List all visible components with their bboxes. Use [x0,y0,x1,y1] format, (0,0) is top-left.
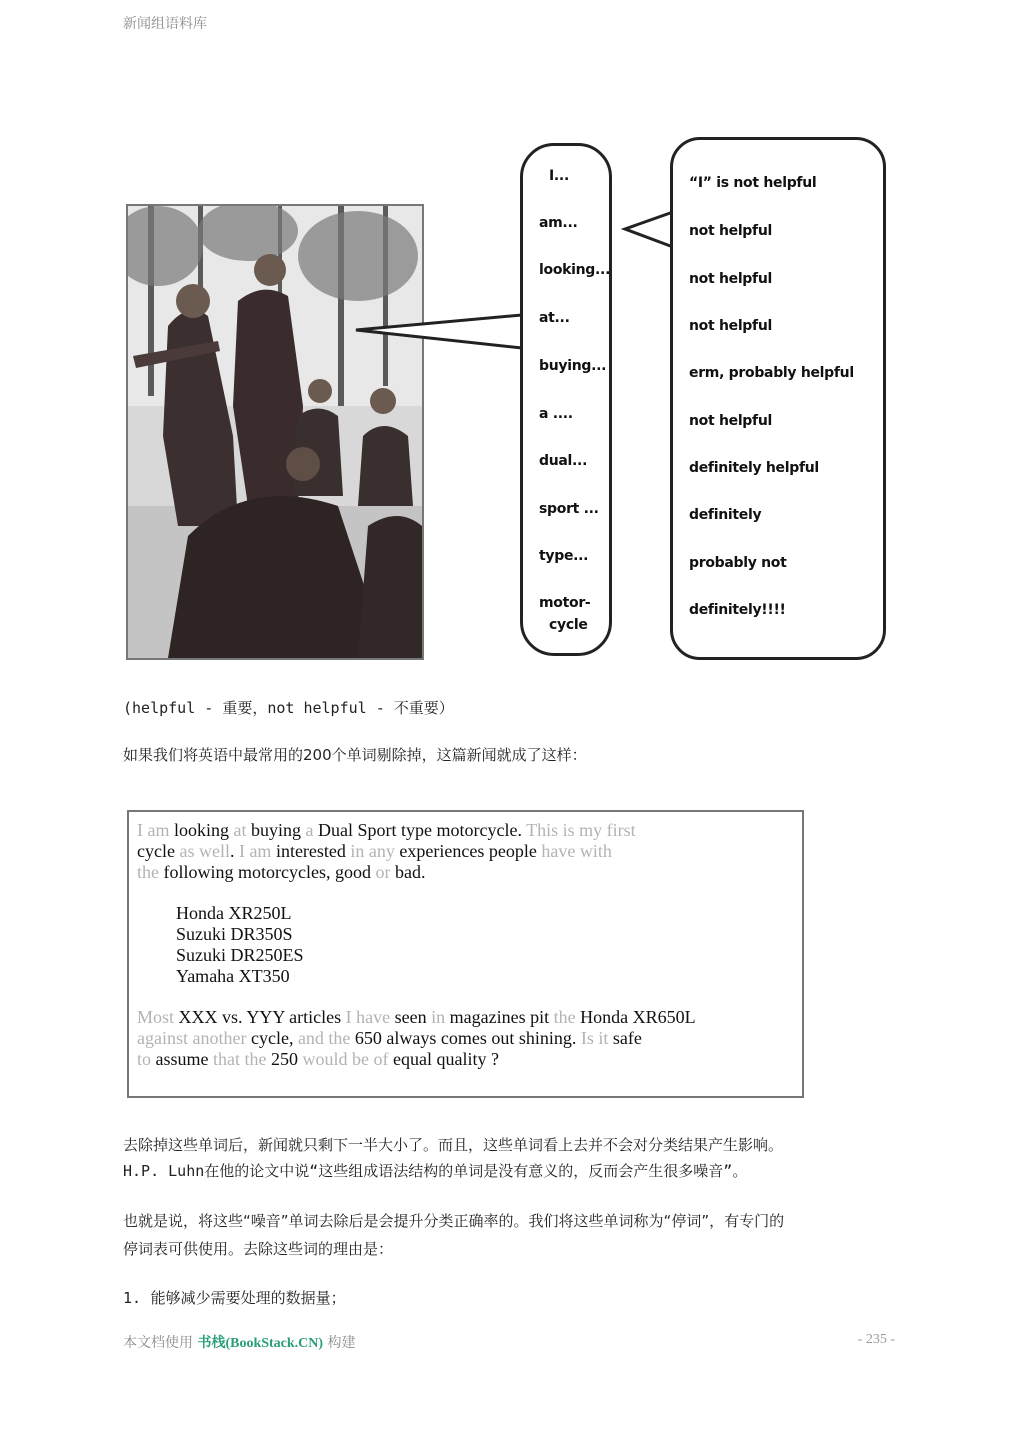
stop-word: as well [179,841,230,861]
query-word: I... [549,168,569,184]
motorcycle-model: Suzuki DR350S [176,924,293,944]
query-word: am... [539,215,578,231]
key-word: safe [612,1028,642,1048]
key-word: Honda XR650L [580,1007,696,1027]
stop-word: or [375,862,395,882]
motorcycle-model: Yamaha XT350 [176,966,290,986]
query-word: cycle [549,617,588,633]
stopword-example-box [127,810,804,1098]
key-word: assume [155,1049,214,1069]
monks-debate-photo [126,204,424,660]
stop-word: I have [345,1007,395,1027]
query-word: type... [539,548,589,564]
paragraph-2-line-2: 停词表可供使用。去除这些词的理由是： [123,1240,394,1258]
key-word: experiences people [399,841,542,861]
stop-word: and the [297,1028,355,1048]
response-label: not helpful [689,223,772,239]
document-footer [123,1332,356,1352]
stop-word: would be of [302,1049,393,1069]
response-label: definitely [689,507,762,523]
motorcycle-model: Suzuki DR250ES [176,945,304,965]
key-word: interested [275,841,351,861]
paragraph-1-line-2 [123,1158,747,1184]
stop-word: in any [350,841,400,861]
luhn-quote: H.P. Luhn在他的论文中说“这些组成语法结构的单词是没有意义的，反而会产生很多噪音”。 [123,1162,748,1180]
query-word: a .... [539,406,573,422]
stop-word: the [553,1007,581,1027]
key-word: looking [173,820,234,840]
key-word: XXX vs. YYY articles [178,1007,346,1027]
stop-word: against another [137,1028,251,1048]
key-word: bad. [394,862,426,882]
figure-caption: (helpful - 重要，not helpful - 不重要） [123,699,454,717]
page-number: - 235 - [857,1332,895,1347]
example-line [137,1028,642,1049]
response-label: definitely!!!! [689,602,786,618]
response-label: not helpful [689,271,772,287]
stop-word: I am [137,820,174,840]
key-word: Dual Sport type motorcycle. [318,820,527,840]
response-label: probably not [689,555,787,571]
example-line [137,1007,696,1028]
stop-word: at [233,820,251,840]
paragraph-2-line-1: 也就是说，将这些“噪音”单词去除后是会提升分类正确率的。我们将这些单词称为“停词”，有专门的 [123,1212,785,1230]
key-word: cycle [137,841,180,861]
example-line [137,841,612,862]
footer-suffix: 构建 [323,1335,356,1351]
stop-word: to [137,1049,156,1069]
stop-word: Most [137,1007,179,1027]
key-word: . [229,841,239,861]
stop-word: I am [238,841,276,861]
stop-word: that the [213,1049,271,1069]
key-word: 650 always comes out shining. [354,1028,581,1048]
stop-word: the [137,862,164,882]
query-words-bubble [520,143,612,656]
motorcycle-model: Honda XR250L [176,903,292,923]
key-word: cycle, [250,1028,298,1048]
stop-word: Is it [580,1028,613,1048]
key-word: seen [394,1007,432,1027]
stop-word: in [431,1007,450,1027]
key-word: equal quality ? [392,1049,499,1069]
footer-prefix: 本文档使用 [123,1335,198,1351]
example-line [137,1049,499,1070]
stop-word: This is my first [526,820,636,840]
example-line [137,820,636,841]
list-marker: 1. [123,1289,142,1307]
key-word: buying [251,820,306,840]
example-line [137,862,425,883]
response-label: not helpful [689,413,772,429]
response-label: erm, probably helpful [689,365,854,381]
response-label: not helpful [689,318,772,334]
key-word: following motorcycles, good [163,862,376,882]
response-label: definitely helpful [689,460,819,476]
query-word: looking... [539,262,611,278]
responses-bubble [670,137,886,660]
paragraph-1-line-1: 去除掉这些单词后，新闻就只剩下一半大小了。而且，这些单词看上去并不会对分类结果产生影响。 [123,1136,784,1154]
query-word: dual... [539,453,588,469]
intro-paragraph: 如果我们将英语中最常用的200个单词剔除掉，这篇新闻就成了这样： [123,746,587,764]
query-word: at... [539,310,570,326]
bookstack-link[interactable]: 书栈(BookStack.CN) [197,1336,324,1351]
stop-word: a [305,820,319,840]
query-word: motor- [539,595,591,611]
document-header: 新闻组语料库 [123,16,207,32]
query-word: sport ... [539,501,599,517]
query-word: buying... [539,358,607,374]
key-word: magazines pit [449,1007,554,1027]
list-item-1 [123,1285,346,1311]
key-word: 250 [271,1049,303,1069]
list-item-text: 能够减少需要处理的数据量； [150,1289,346,1307]
response-label: “I” is not helpful [689,175,817,191]
stop-word: have with [541,841,612,861]
